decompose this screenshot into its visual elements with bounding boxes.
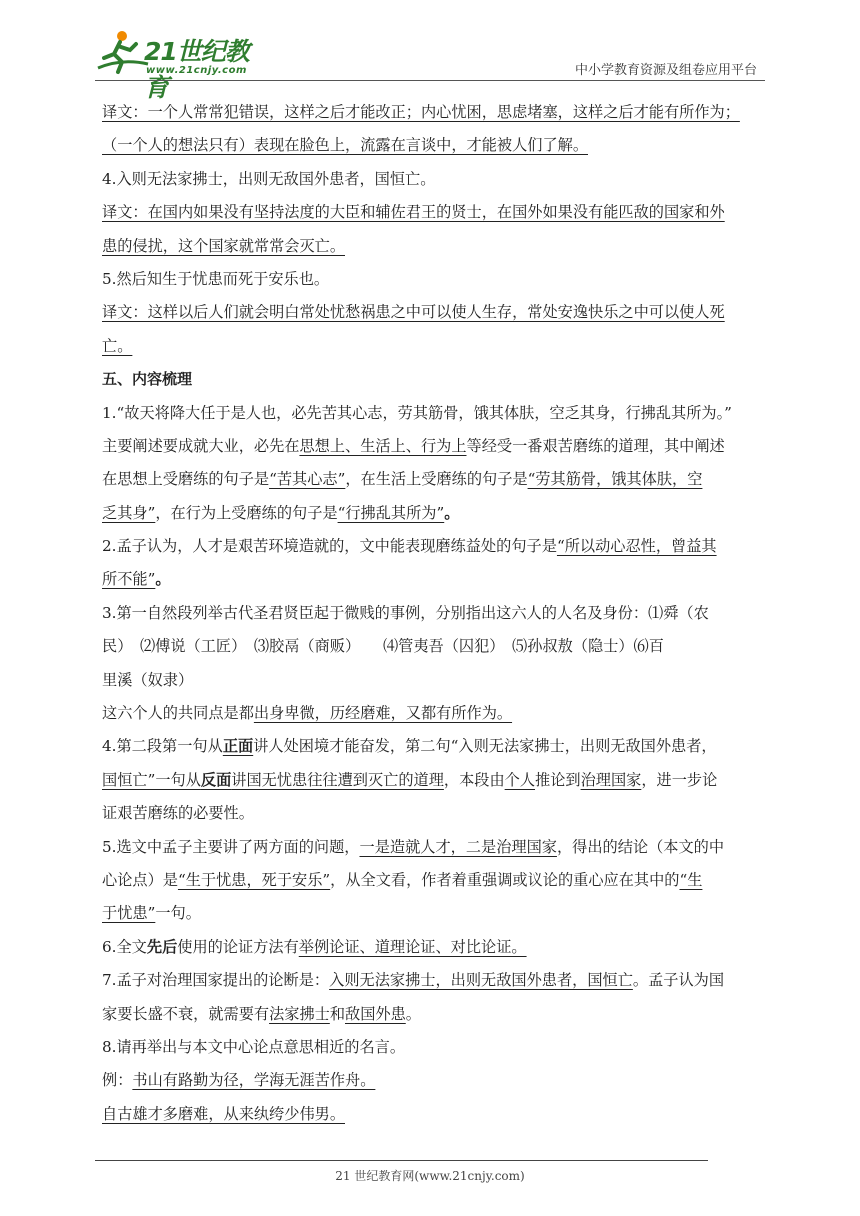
paragraph-line: 6.全文先后使用的论证方法有举例论证、道理论证、对比论证。 bbox=[102, 937, 527, 956]
paragraph-line: 国恒亡”一句从反面讲国无忧患往往遭到灭亡的道理，本段由个人推论到治理国家，进一步论 bbox=[102, 770, 718, 789]
paragraph-line: 译文：这样以后人们就会明白常处忧愁祸患之中可以使人生存，常处安逸快乐之中可以使人死 bbox=[102, 303, 725, 322]
paragraph-line: 家要长盛不衰，就需要有法家拂士和敌国外患。 bbox=[102, 1004, 421, 1023]
paragraph-line: 例：书山有路勤为径，学海无涯苦作舟。 bbox=[102, 1071, 376, 1090]
paragraph-line: 7.孟子对治理国家提出的论断是：入则无法家拂士，出则无敌国外患者，国恒亡。孟子认为国 bbox=[102, 971, 724, 990]
paragraph-line: 5.选文中孟子主要讲了两方面的问题，一是造就人才，二是治理国家，得出的结论（本文的中 bbox=[102, 837, 724, 856]
paragraph-line: 自古雄才多磨难，从来纨绔少伟男。 bbox=[102, 1104, 345, 1123]
paragraph-line: 8.请再举出与本文中心论点意思相近的名言。 bbox=[102, 1037, 406, 1056]
platform-name: 中小学教育资源及组卷应用平台 bbox=[574, 63, 757, 78]
paragraph-line: 里溪（奴隶） bbox=[102, 670, 194, 689]
paragraph-line: 3.第一自然段列举古代圣君贤臣起于微贱的事例，分别指出这六人的人名及身份：⑴舜（农 bbox=[102, 603, 709, 622]
logo-url: www.21cnjy.com bbox=[146, 65, 247, 76]
site-logo bbox=[92, 28, 262, 102]
paragraph-line: 译文：一个人常常犯错误，这样之后才能改正；内心忧困，思虑堵塞，这样之后才能有所作为； bbox=[102, 103, 740, 121]
paragraph-line: 民） ⑵傅说（工匠） ⑶胶鬲（商贩） ⑷管夷吾（囚犯） ⑸孙叔敖（隐士）⑹百 bbox=[102, 637, 664, 656]
paragraph-line: 患的侵扰，这个国家就常常会灭亡。 bbox=[102, 236, 345, 255]
page-header bbox=[0, 0, 860, 102]
paragraph-line: 译文：在国内如果没有坚持法度的大臣和辅佐君王的贤士，在国外如果没有能匹敌的国家和外 bbox=[102, 203, 725, 222]
header-divider bbox=[95, 80, 765, 81]
paragraph-line: 心论点）是“生于忧患，死于安乐”，从全文看，作者着重强调或议论的重心应在其中的“生 bbox=[102, 870, 703, 889]
paragraph-line: 在思想上受磨练的句子是“苦其心志”，在生活上受磨练的句子是“劳其筋骨，饿其体肤，空 bbox=[102, 470, 703, 489]
paragraph-line: 所不能”。 bbox=[102, 570, 171, 589]
page-footer: 21 世纪教育网(www.21cnjy.com) bbox=[335, 1169, 525, 1183]
paragraph-line: 乏其身”，在行为上受磨练的句子是“行拂乱其所为”。 bbox=[102, 503, 460, 522]
section-heading: 五、内容梳理 bbox=[102, 370, 193, 389]
paragraph-line: 亡。 bbox=[102, 336, 133, 355]
paragraph-line: 1.“故天将降大任于是人也，必先苦其心志，劳其筋骨，饿其体肤，空乏其身，行拂乱其所为。” bbox=[102, 403, 732, 422]
paragraph-line: 4.第二段第一句从正面讲人处困境才能奋发，第二句“入则无法家拂士，出则无敌国外患者， bbox=[102, 737, 717, 756]
paragraph-line: 主要阐述要成就大业，必先在思想上、生活上、行为上等经受一番艰苦磨练的道理，其中阐述 bbox=[102, 436, 725, 455]
paragraph-line: 于忧患”一句。 bbox=[102, 904, 201, 923]
paragraph-line: 这六个人的共同点是都出身卑微，历经磨难，又都有所作为。 bbox=[102, 704, 513, 723]
paragraph-line: （一个人的想法只有）表现在脸色上，流露在言谈中，才能被人们了解。 bbox=[102, 136, 588, 155]
paragraph-line: 5.然后知生于忧患而死于安乐也。 bbox=[102, 269, 330, 288]
runner-logo-icon bbox=[92, 28, 152, 78]
paragraph-line: 4.入则无法家拂士，出则无敌国外患者，国恒亡。 bbox=[102, 169, 436, 188]
paragraph-line: 证艰苦磨练的必要性。 bbox=[102, 804, 254, 823]
logo-title: 21世纪教育 bbox=[144, 37, 249, 102]
document-body bbox=[102, 96, 764, 1131]
paragraph-line: 2.孟子认为，人才是艰苦环境造就的，文中能表现磨练益处的句子是“所以动心忍性，曾益其 bbox=[102, 537, 717, 556]
footer-divider bbox=[95, 1160, 708, 1161]
